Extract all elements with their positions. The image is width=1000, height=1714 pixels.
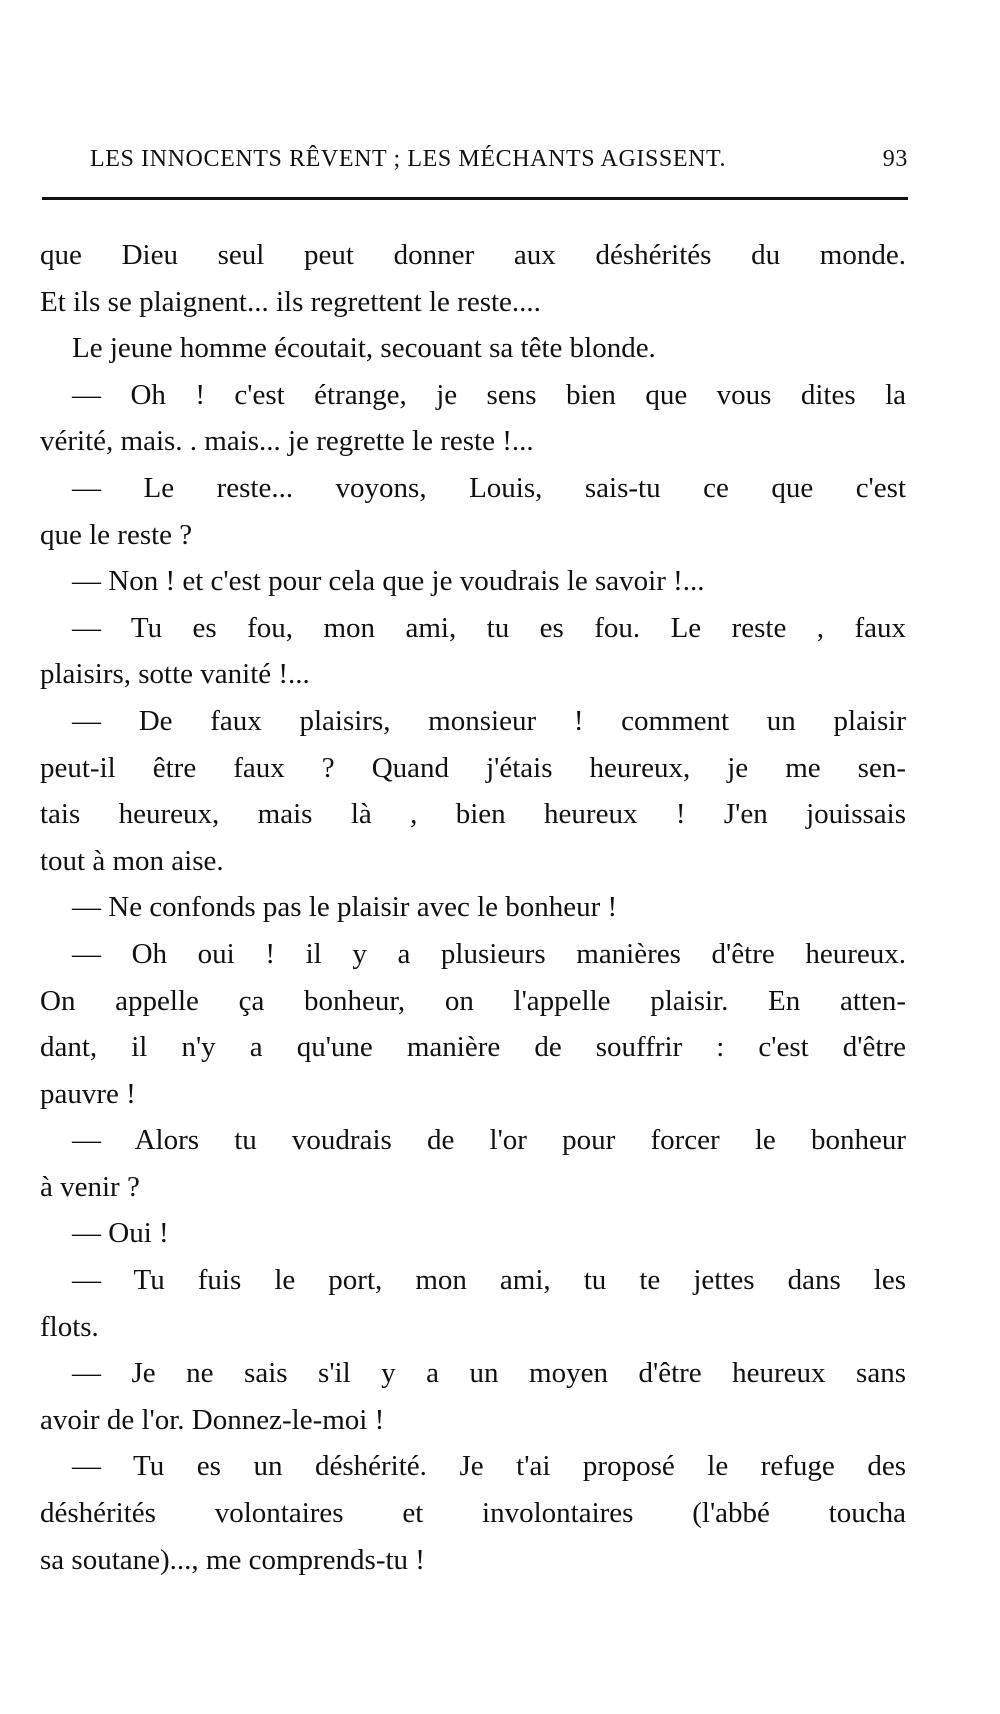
text-line: On appelle ça bonheur, on l'appelle plaisir. En atten- xyxy=(40,984,906,1017)
text-line: — Je ne sais s'il y a un moyen d'être heureux sans xyxy=(72,1357,906,1390)
header-rule xyxy=(42,197,908,200)
text-line: — Tu es fou, mon ami, tu es fou. Le reste , faux xyxy=(72,611,906,644)
text-line: — Alors tu voudrais de l'or pour forcer le bonheur xyxy=(72,1124,906,1157)
text-line: — Ne confonds pas le plaisir avec le bonheur ! xyxy=(72,891,618,924)
text-line: avoir de l'or. Donnez-le-moi ! xyxy=(40,1403,385,1436)
text-line: tout à mon aise. xyxy=(40,844,224,877)
text-line: flots. xyxy=(40,1310,99,1343)
text-line: — Oh ! c'est étrange, je sens bien que vous dites la xyxy=(72,378,906,411)
text-line: dant, il n'y a qu'une manière de souffrir : c'est d'être xyxy=(40,1031,906,1064)
text-line: Le jeune homme écoutait, secouant sa tête blonde. xyxy=(72,332,656,365)
text-line: sa soutane)..., me comprends-tu ! xyxy=(40,1543,425,1576)
text-line: peut-il être faux ? Quand j'étais heureux, je me sen- xyxy=(40,751,906,784)
text-line: plaisirs, sotte vanité !... xyxy=(40,658,310,691)
text-line: — Le reste... voyons, Louis, sais-tu ce que c'est xyxy=(72,471,906,504)
text-line: — De faux plaisirs, monsieur ! comment un plaisir xyxy=(72,704,906,737)
page-body-text xyxy=(40,232,906,1583)
text-line: — Non ! et c'est pour cela que je voudrais le savoir !... xyxy=(72,565,705,598)
text-line: à venir ? xyxy=(40,1170,140,1203)
text-line: vérité, mais. . mais... je regrette le reste !... xyxy=(40,425,534,458)
text-line: tais heureux, mais là , bien heureux ! J'en jouissais xyxy=(40,798,906,831)
text-line: déshérités volontaires et involontaires (l'abbé toucha xyxy=(40,1497,906,1530)
running-title: LES INNOCENTS RÊVENT ; LES MÉCHANTS AGISSENT. xyxy=(90,146,727,172)
text-line: — Tu fuis le port, mon ami, tu te jettes dans les xyxy=(72,1264,906,1297)
text-line: — Oh oui ! il y a plusieurs manières d'être heureux. xyxy=(72,937,906,970)
text-line: que Dieu seul peut donner aux déshérités du monde. xyxy=(40,239,906,271)
running-header xyxy=(90,146,908,186)
text-line: Et ils se plaignent... ils regrettent le reste.... xyxy=(40,285,541,318)
text-line: — Oui ! xyxy=(72,1217,169,1250)
text-line: pauvre ! xyxy=(40,1077,136,1110)
text-line: — Tu es un déshérité. Je t'ai proposé le refuge des xyxy=(72,1450,906,1483)
page-number: 93 xyxy=(882,146,908,172)
text-line: que le reste ? xyxy=(40,518,193,551)
